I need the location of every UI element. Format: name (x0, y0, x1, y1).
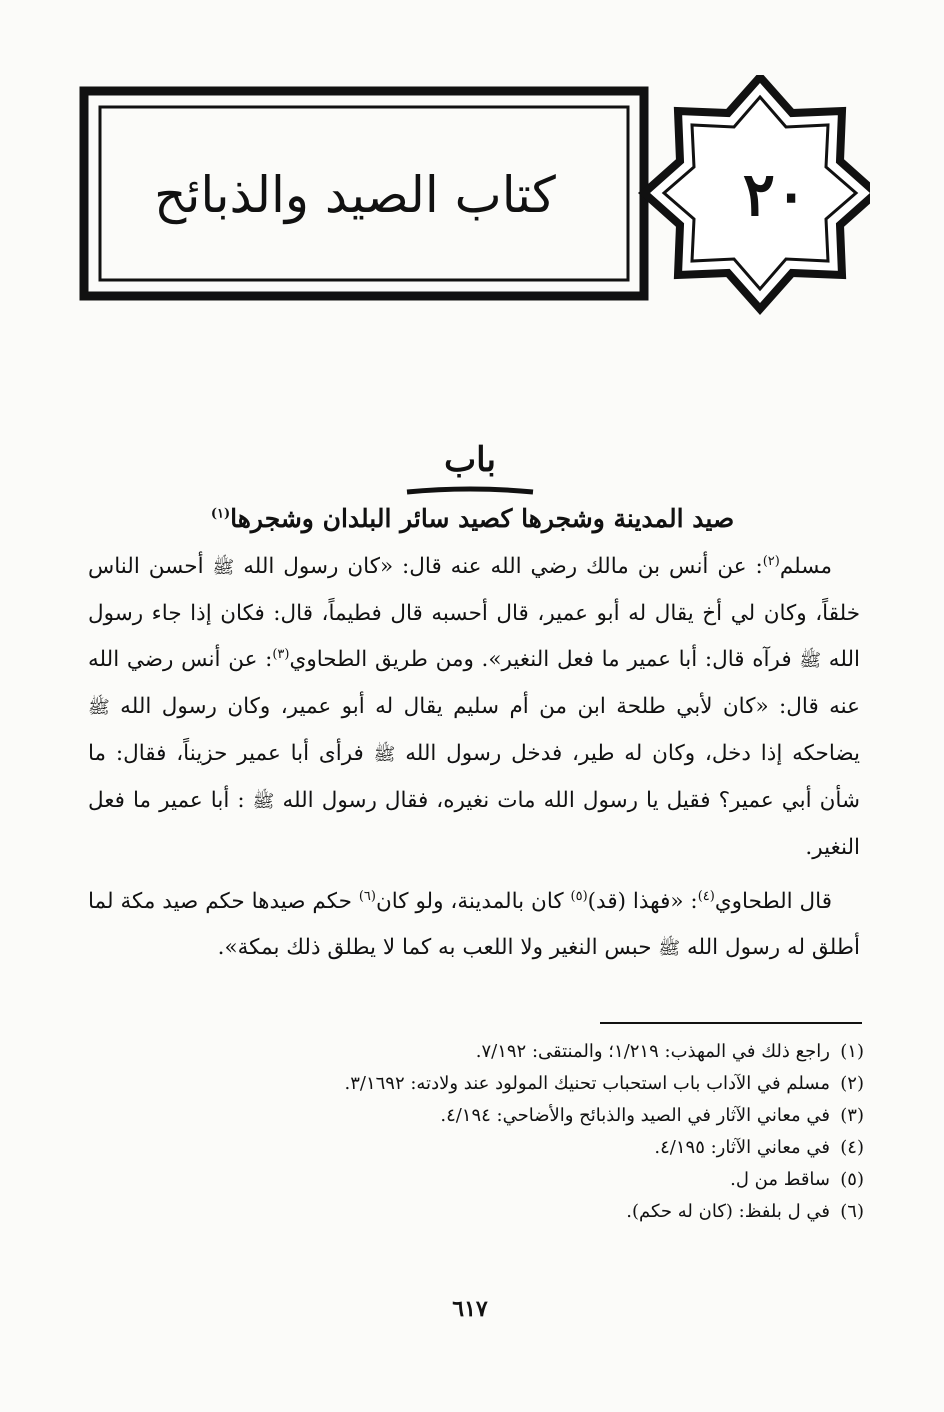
chapter-number: ٢٠ (742, 160, 808, 230)
text-run: : «فهذا (قد) (587, 889, 698, 914)
footnote-text: في معاني الآثار: ٤/١٩٥. (654, 1137, 830, 1158)
text-run: حبس النغير ولا اللعب به كما لا يطلق ذلك بمكة». (217, 935, 659, 960)
text-run: : عن أنس رضي الله عنه قال: «كان لأبي طلحة ابن من أم سليم يقال له أبو عمير، وكان رسول الله (88, 647, 860, 719)
footnote-ref: (٥) (570, 888, 588, 904)
footnote-ref: (٢) (762, 553, 780, 569)
footnote-ref: (١) (210, 506, 231, 522)
section-heading-text: صيد المدينة وشجرها كصيد سائر البلدان وشجرها (230, 504, 735, 533)
footnote-item (200, 1132, 864, 1164)
footnote-number: (١) (840, 1041, 864, 1062)
salawat-glyph: ﷺ (658, 938, 681, 959)
bab-heading: باب (444, 440, 496, 480)
footnote-item (200, 1196, 864, 1228)
footnote-number: (٦) (840, 1201, 864, 1222)
footnote-ref: (٣) (272, 646, 290, 662)
salawat-glyph: ﷺ (373, 744, 396, 765)
text-run: : عن أنس بن مالك رضي الله عنه قال: «كان رسول الله (234, 554, 763, 579)
section-heading (100, 496, 845, 542)
footnote-separator (600, 1022, 862, 1024)
footnote-number: (٣) (840, 1105, 864, 1126)
footnote-item (200, 1068, 864, 1100)
salawat-glyph: ﷺ (212, 557, 235, 578)
bab-underline (405, 484, 535, 496)
footnote-number: (٥) (840, 1169, 864, 1190)
footnote-ref: (٤) (697, 888, 715, 904)
footnotes-list (200, 1036, 864, 1228)
text-run: فرأى أبا عمير حزيناً، فقال: ما شأن أبي عمير؟ فقيل يا رسول الله مات نغيره، فقال رسول الله (88, 741, 860, 813)
footnote-text: مسلم في الآداب باب استحباب تحنيك المولود عند ولادته: ٣/١٦٩٢. (344, 1073, 830, 1094)
footnote-item (200, 1036, 864, 1068)
footnote-ref: (٦) (358, 888, 376, 904)
text-run: فرآه قال: أبا عمير ما فعل النغير». ومن طريق الطحاوي (289, 647, 800, 672)
salawat-glyph: ﷺ (88, 697, 110, 718)
footnote-text: في معاني الآثار في الصيد والذبائح والأضاحي: ٤/١٩٤. (440, 1105, 830, 1126)
footnote-number: (٢) (840, 1073, 864, 1094)
text-run: : أبا عمير ما فعل النغير. (88, 788, 860, 860)
salawat-glyph: ﷺ (799, 650, 822, 671)
chapter-title: كتاب الصيد والذبائح (154, 166, 556, 224)
footnote-number: (٤) (840, 1137, 864, 1158)
footnote-item (200, 1164, 864, 1196)
text-run: كان بالمدينة، ولو كان (375, 889, 571, 914)
paragraph-1 (88, 544, 860, 871)
text-run: أحسن الناس خلقاً، وكان لي أخ يقال له أبو عمير، قال أحسبه قال فطيماً، قال: فكان إذا جاء رسول الله (88, 554, 860, 672)
text-run: مسلم (779, 554, 832, 579)
footnote-text: في ل بلفظ: (كان له حكم). (626, 1201, 830, 1222)
text-run: يضاحكه إذا دخل، وكان له طير، فدخل رسول الله (395, 741, 860, 766)
page-number: ٦١٧ (452, 1296, 488, 1322)
footnote-text: راجع ذلك في المهذب: ١/٢١٩؛ والمنتقى: ٧/١٩٢. (475, 1041, 830, 1062)
text-run: قال الطحاوي (714, 889, 832, 914)
body-text (88, 544, 860, 972)
footnote-text: ساقط من ل. (730, 1169, 830, 1190)
footnote-item (200, 1100, 864, 1132)
paragraph-2 (88, 879, 860, 972)
salawat-glyph: ﷺ (252, 791, 275, 812)
text-run: حكم صيدها حكم صيد مكة لما أطلق له رسول الله (88, 889, 860, 960)
